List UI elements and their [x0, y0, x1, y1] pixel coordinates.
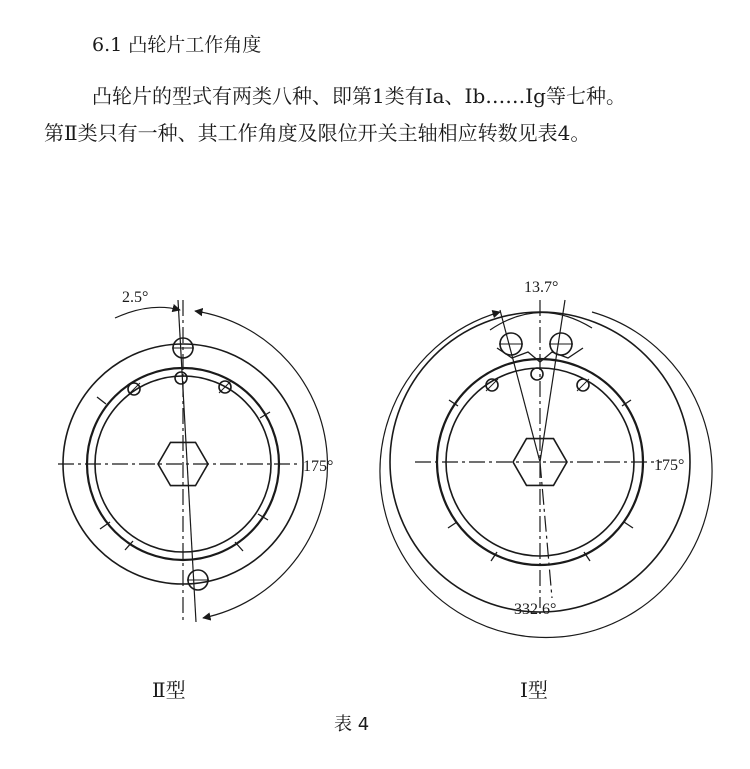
paragraph-line-2: 第Ⅱ类只有一种、其工作角度及限位开关主轴相应转数见表4。 [44, 121, 591, 145]
left-caption: Ⅱ型 [152, 678, 186, 702]
right-small-hole [531, 368, 543, 380]
table-caption: 表 4 [334, 714, 370, 735]
left-cam-figure [58, 300, 327, 622]
right-top-arc [490, 312, 592, 330]
left-small-hole [175, 372, 187, 384]
right-top-angle-label: 13.7° [524, 279, 559, 296]
section-heading: 6.1 凸轮片工作角度 [92, 34, 262, 56]
right-tilted-line-b [540, 300, 565, 462]
left-top-arc [115, 307, 180, 318]
right-side-angle-label: 175° [654, 457, 685, 474]
paragraph-line-1: 凸轮片的型式有两类八种、即第1类有Ia、Ib……Ig等七种。 [92, 84, 626, 108]
right-caption: Ⅰ型 [520, 678, 548, 702]
right-tilted-line-a [500, 310, 540, 462]
left-side-angle-label: 175° [303, 458, 334, 475]
left-top-angle-label: 2.5° [122, 289, 149, 306]
right-tilted-line-c [540, 462, 552, 598]
right-bottom-angle-label: 332.6° [514, 601, 557, 618]
